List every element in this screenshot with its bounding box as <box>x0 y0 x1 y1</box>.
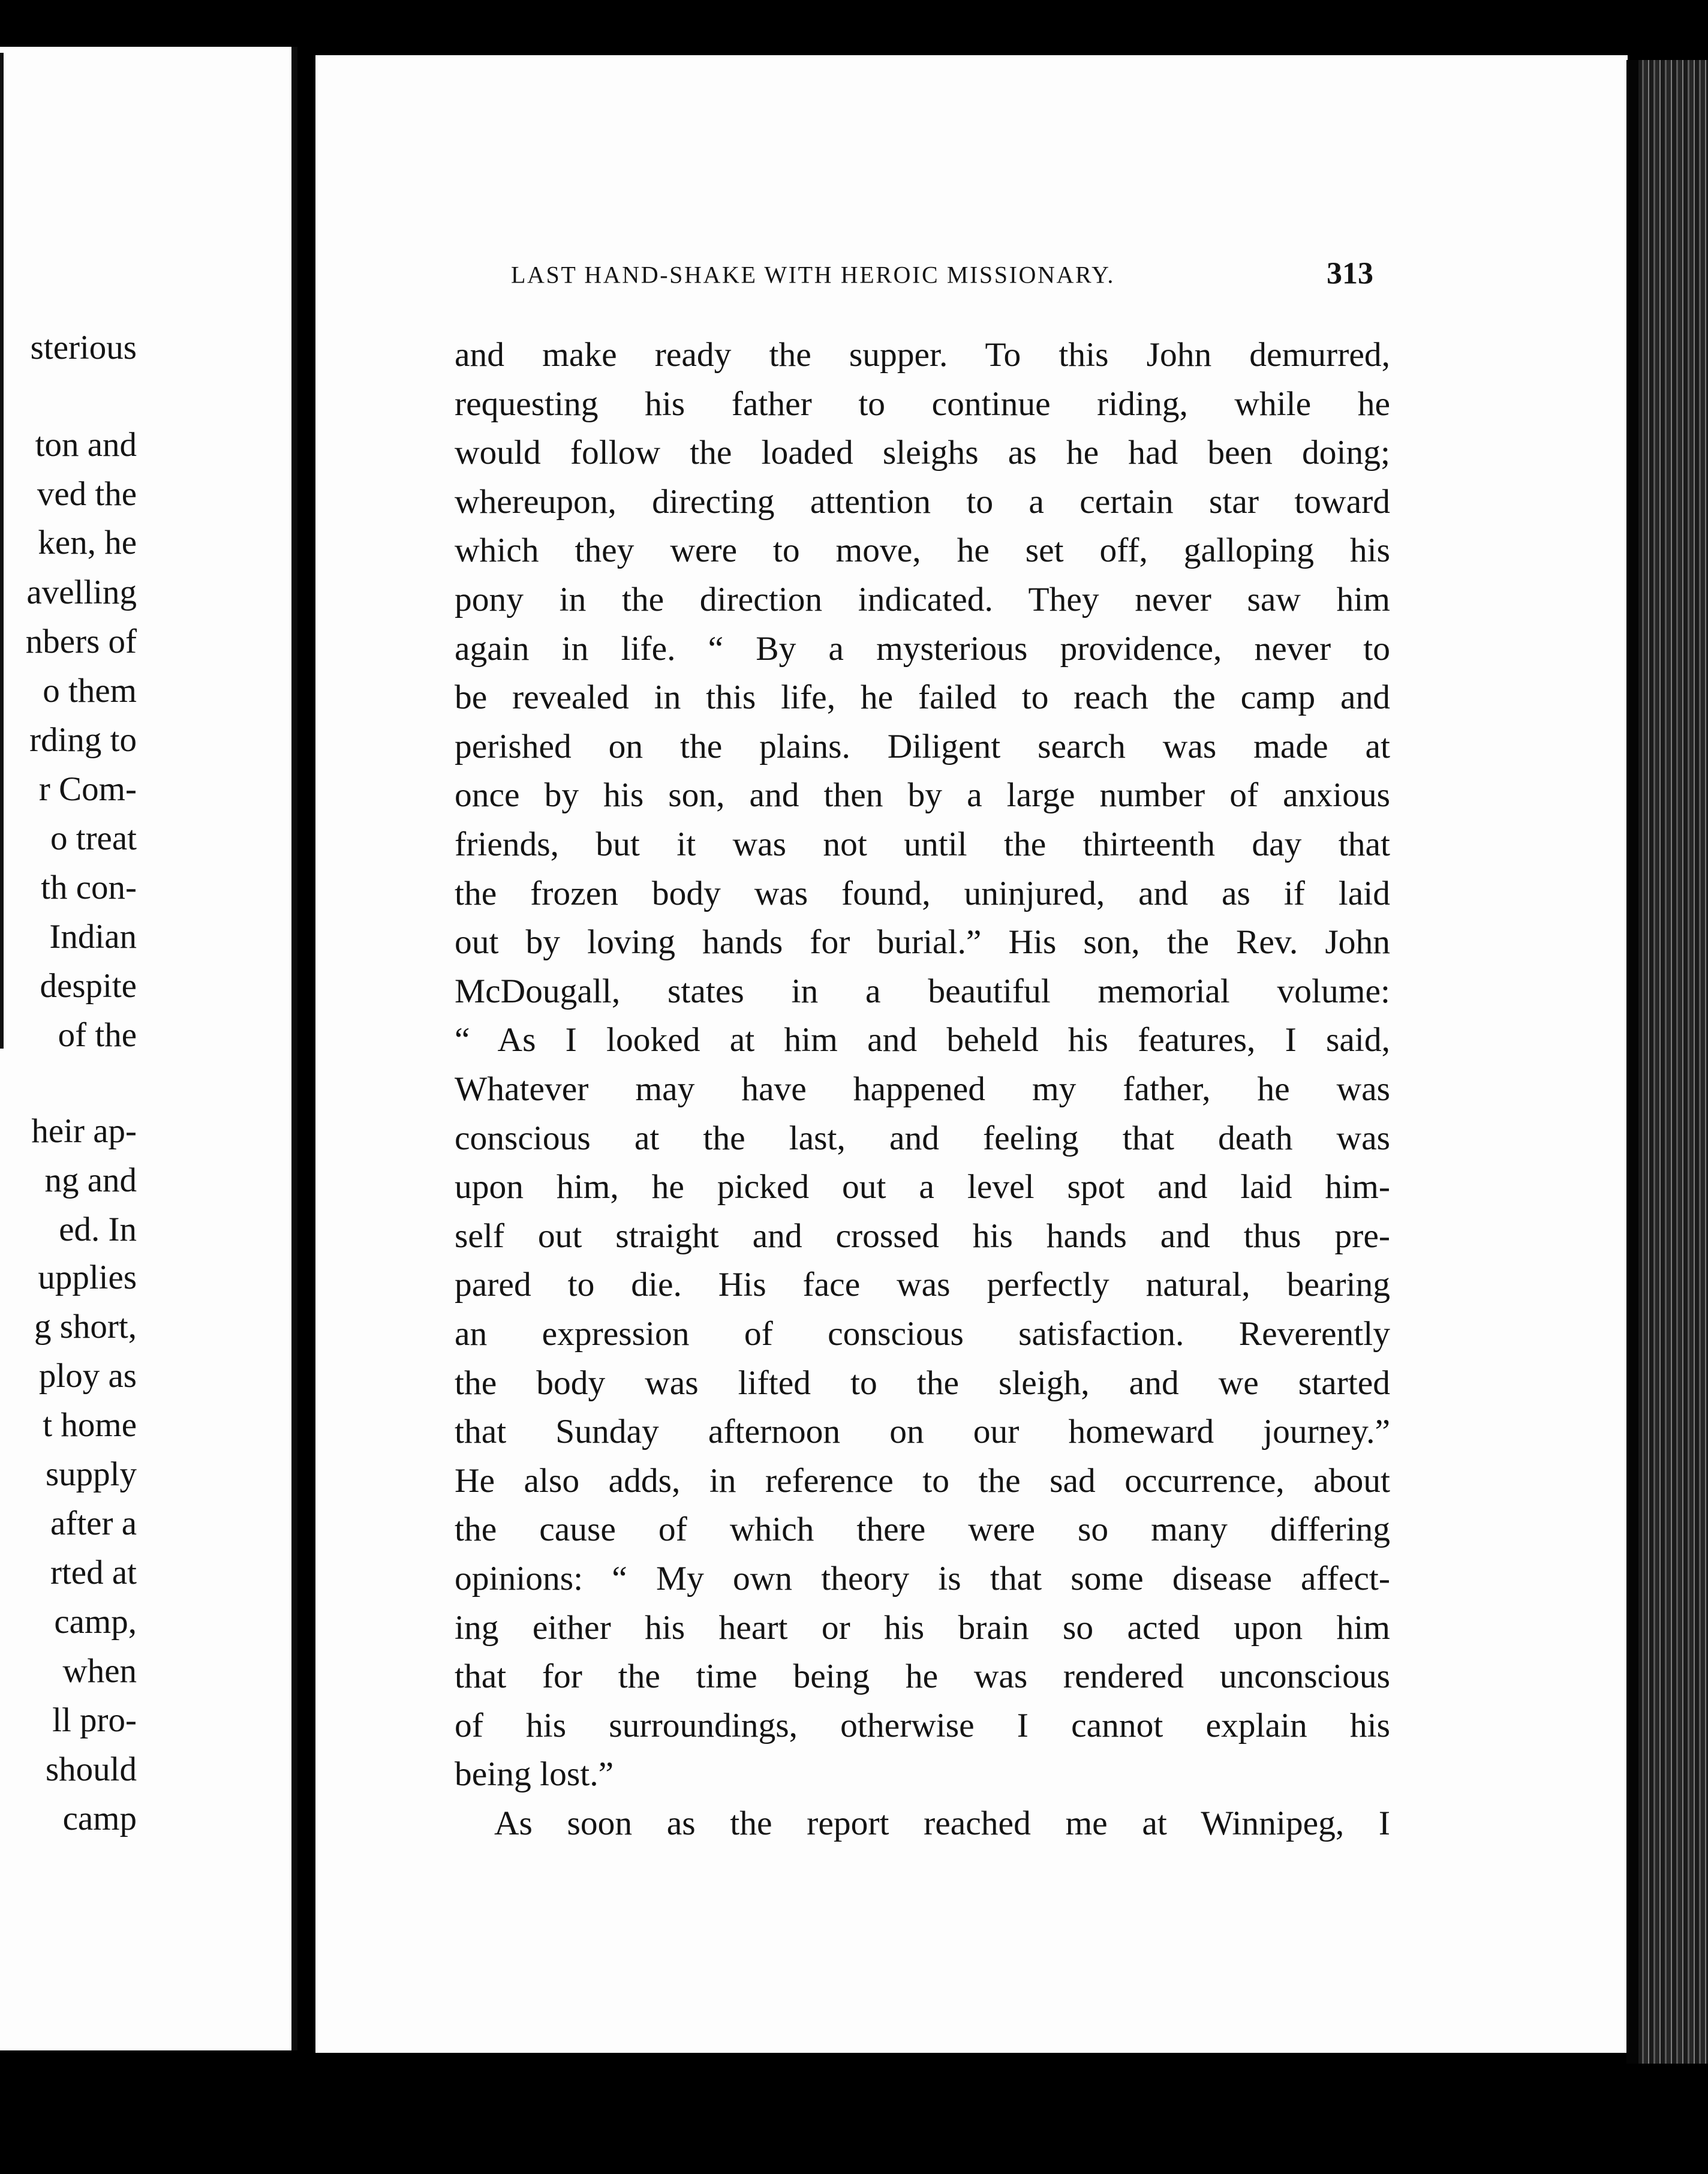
left-page-line: avelling <box>26 573 137 611</box>
left-page-line: r Com- <box>38 770 137 808</box>
page-block-shadow <box>1626 60 1638 2064</box>
body-text-line: conscious at the last, and feeling that death was <box>455 1119 1390 1157</box>
left-page-line: ploy as <box>38 1357 137 1395</box>
left-page-line: when <box>62 1652 137 1690</box>
left-page-line: o treat <box>50 819 137 857</box>
left-page-line: ton and <box>35 426 137 464</box>
body-text-line: an expression of conscious satisfaction. Reverently <box>455 1315 1390 1353</box>
body-text-line: that Sunday afternoon on our homeward journey.” <box>455 1413 1390 1451</box>
left-page-line: of the <box>58 1016 137 1054</box>
body-text-line: Whatever may have happened my father, he was <box>455 1070 1390 1108</box>
left-page-line: supply <box>45 1455 137 1493</box>
left-page-line: o them <box>43 672 137 710</box>
body-text-line: friends, but it was not until the thirteenth day that <box>455 825 1390 863</box>
body-text-line: “ As I looked at him and beheld his features, I said, <box>455 1021 1390 1059</box>
left-page-line: should <box>45 1750 137 1788</box>
left-page-line: ken, he <box>38 524 137 561</box>
body-text-line: of his surroundings, otherwise I cannot explain his <box>455 1706 1390 1744</box>
left-page-line: t home <box>43 1406 137 1444</box>
left-page-line: ll pro- <box>52 1701 137 1739</box>
page-number: 313 <box>1327 256 1373 291</box>
left-page-line: camp <box>62 1800 137 1837</box>
body-text-line: again in life. “ By a mysterious providence, never to <box>455 629 1390 668</box>
body-text-line: As soon as the report reached me at Winnipeg, I <box>494 1804 1390 1842</box>
left-page-line: g short, <box>34 1308 137 1346</box>
body-text-line: He also adds, in reference to the sad occurrence, about <box>455 1461 1390 1500</box>
body-text-line: and make ready the supper. To this John demurred, <box>455 336 1390 374</box>
body-text-line: that for the time being he was rendered unconscious <box>455 1657 1390 1696</box>
left-page-line: ng and <box>44 1161 137 1199</box>
body-text-line: once by his son, and then by a large number of anxious <box>455 776 1390 815</box>
left-page-line: ed. In <box>59 1211 137 1248</box>
body-text-line: opinions: “ My own theory is that some disease affect- <box>455 1560 1390 1598</box>
body-text-line: perished on the plains. Diligent search was made at <box>455 727 1390 765</box>
body-text-line: the body was lifted to the sleigh, and we started <box>455 1364 1390 1402</box>
body-text-line: the frozen body was found, uninjured, and as if laid <box>455 874 1390 912</box>
body-text-line: being lost.” <box>455 1755 614 1794</box>
body-text-line: would follow the loaded sleighs as he had been doing; <box>455 434 1390 472</box>
left-page-line: rding to <box>29 721 137 759</box>
body-text-line: self out straight and crossed his hands and thus pre- <box>455 1217 1390 1255</box>
left-page-line: upplies <box>38 1259 137 1296</box>
left-page-line: th con- <box>41 869 137 906</box>
page-block-edges <box>1626 60 1708 2064</box>
body-text-line: requesting his father to continue riding, while he <box>455 385 1390 423</box>
body-text-line: pony in the direction indicated. They never saw him <box>455 581 1390 618</box>
previous-page-fragment <box>0 47 294 2050</box>
left-page-line: rted at <box>50 1554 137 1592</box>
left-page-line: after a <box>50 1505 137 1542</box>
body-text-line: be revealed in this life, he failed to reach the camp and <box>455 678 1390 717</box>
left-page-line: despite <box>40 967 137 1005</box>
running-head: LAST HAND-SHAKE WITH HEROIC MISSIONARY. <box>511 261 1115 289</box>
left-page-line: Indian <box>49 918 137 956</box>
left-page-line: sterious <box>30 329 137 367</box>
page-gutter-edge <box>291 47 297 2050</box>
left-page-margin-rule <box>0 53 4 1049</box>
left-page-line: nbers of <box>25 623 137 660</box>
left-page-line: heir ap- <box>31 1112 137 1150</box>
left-page-line: ved the <box>37 475 137 513</box>
left-page-line: camp, <box>54 1603 137 1641</box>
body-text-line: which they were to move, he set off, galloping his <box>455 532 1390 570</box>
body-text-line: ing either his heart or his brain so acted upon him <box>455 1608 1390 1647</box>
body-text-line: out by loving hands for burial.” His son, the Rev. John <box>455 923 1390 962</box>
body-text-line: McDougall, states in a beautiful memorial volume: <box>455 972 1390 1010</box>
body-text-line: pared to die. His face was perfectly natural, bearing <box>455 1266 1390 1304</box>
body-text-line: whereupon, directing attention to a certain star toward <box>455 482 1390 521</box>
body-text-line: upon him, he picked out a level spot and laid him- <box>455 1168 1390 1206</box>
body-text-line: the cause of which there were so many differing <box>455 1511 1390 1549</box>
